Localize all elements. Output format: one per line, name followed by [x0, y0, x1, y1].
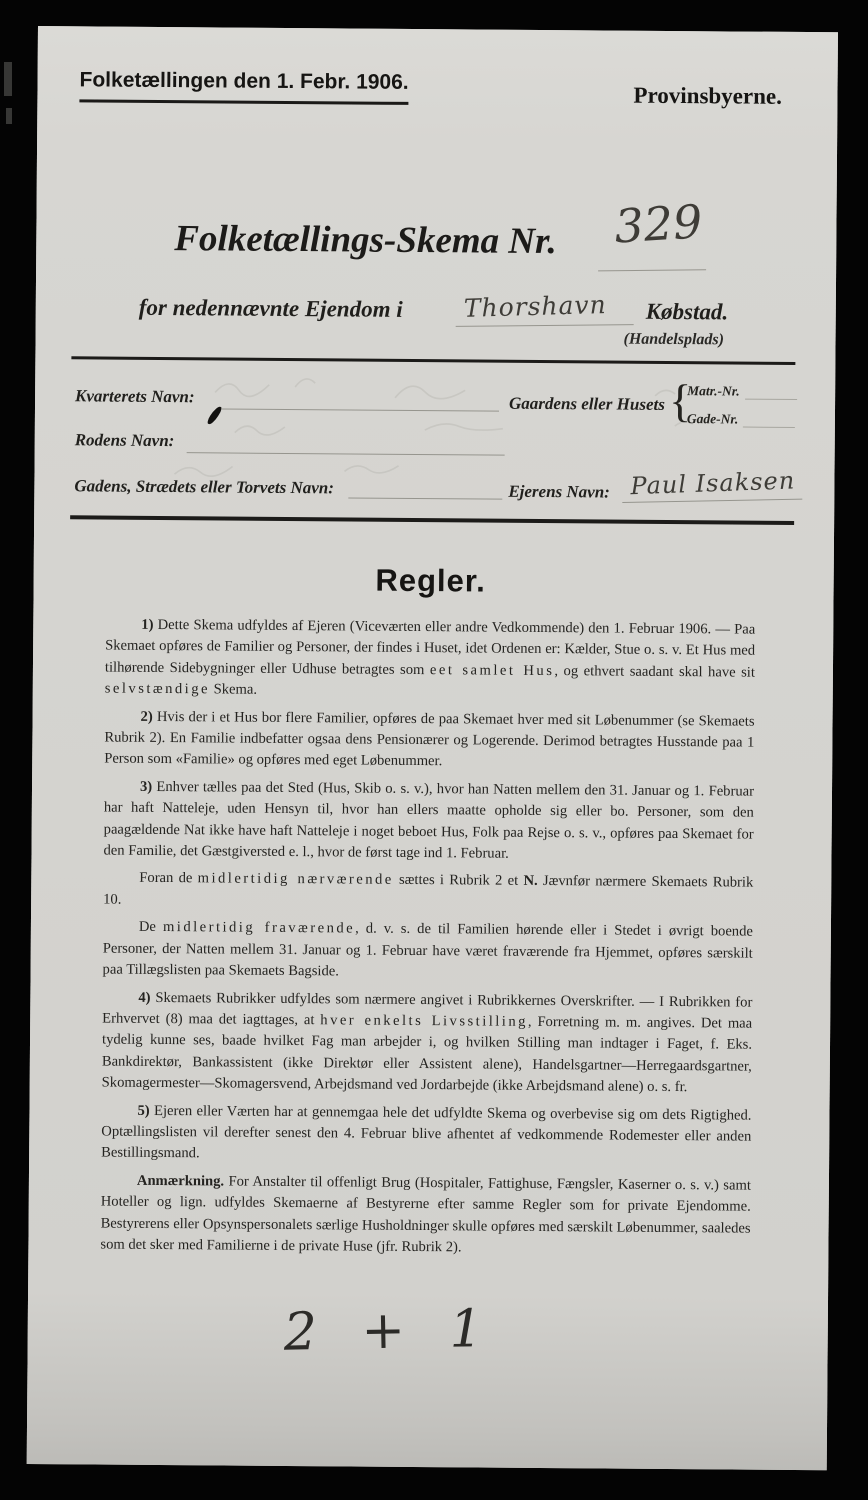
place-line: [456, 323, 634, 327]
rule-paragraph: De midlertidig fraværende, d. v. s. de til Familien hørende eller i Stedet i øvrigt boende Personer, der Natten mellem 31. Januar og 1. Februar have været fraværende fra Hjemmet, opføres særskilt paa Tillægslisten paa Skemaets Bagside.: [102, 919, 753, 980]
divider-bottom: [70, 515, 794, 525]
rule-paragraph: Foran de midlertidig nærværende sættes i Rubrik 2 et N. Jævnfør nærmere Skemaets Rubrik 10.: [103, 870, 754, 908]
rule-paragraph: Anmærkning. For Anstalter til offenligt Brug (Hospitaler, Fattighuse, Fængsler, Kaserner o. s. v.) samt Hoteller og lign. udfyldes Skemaerne af Bestyrerne efter samme Regler som for private Ejendomme. Bestyrerens eller Opsynspersonalets særlige Husholdninger skulle opføres med særskilt Løbenummer, saaledes som det sker med Familierne i de private Huse (jfr. Rubrik 2).: [100, 1172, 751, 1256]
census-date-heading: Folketællingen den 1. Febr. 1906.: [79, 68, 408, 105]
scan-artifact: [6, 108, 12, 124]
region-heading: Provinsbyerne.: [633, 82, 783, 109]
subtitle-prefix: for nedennævnte Ejendom i: [138, 294, 403, 322]
place-handwritten: Thorshavn: [463, 289, 608, 323]
rule-paragraph: 2) Hvis der i et Hus bor flere Familier, opføres de paa Skemaet hver med sit Løbenummer (se Skemaets Rubrik 2). En Familie indbefatter ogsaa dens Pensionærer og Logerende. Derimod betragtes Husstande paa 1 Person som «Familie» og opføres med eget Løbenummer.: [104, 708, 755, 770]
rule-paragraph: 5) Ejeren eller Værten har at gennemgaa hele det udfyldte Skema og overbevise sig om dets Rigtighed. Optællingslisten vil derefter senest den 4. Februar blive afhentet af vedkommende Rodemester eller anden Bestillingsmand.: [101, 1102, 752, 1162]
paper-sheet: [27, 26, 838, 1470]
matr-nr-label: Matr.-Nr.: [687, 383, 740, 399]
rule-paragraph: 3) Enhver tælles paa det Sted (Hus, Skib o. s. v.), hvor han Natten mellem den 31. Januar og 1. Februar har haft Natteleje, uden Hensyn til, hvor han ellers maatte opholde sig eller bo. Personer, som den paagældende Nat ikke have haft Natteleje i noget beboet Hus, Folk paa Rejse o. s. v., opføres paa Skemaet for den Familie, det Gæstgiversted e. l., hvor de først tage ind 1. Februar.: [103, 778, 755, 862]
scan-artifact: [4, 62, 12, 96]
rode-name-label: Rodens Navn:: [74, 430, 175, 451]
farm-or-house-label: Gaardens eller Husets: [508, 393, 665, 414]
owner-name-label: Ejerens Navn:: [508, 481, 610, 502]
form-title: Folketællings-Skema Nr.: [174, 218, 557, 263]
rules-paragraphs: [100, 615, 755, 1267]
rules-heading: Regler.: [375, 562, 486, 599]
gade-nr-label: Gade-Nr.: [686, 411, 739, 427]
quarter-name-label: Kvarterets Navn:: [75, 386, 195, 407]
rule-paragraph: 1) Dette Skema udfyldes af Ejeren (Viceværten eller andre Vedkommende) den 1. Februar 1906. — Paa Skemaet opføres de Familier og Personer, der findes i Huset, idet Ordenen er: Kælder, Stue o. s. v. Et Hus med tilhørende Sidebygninger eller Udhuse betragtes som eet samlet Hus, og ethvert saadant skal have sit selvstændige Skema.: [104, 616, 756, 698]
matr-nr-line: [745, 398, 797, 400]
street-name-label: Gadens, Strædets eller Torvets Navn:: [74, 476, 335, 498]
brace-glyph: {: [668, 374, 692, 427]
gade-nr-line: [743, 426, 795, 428]
tally-handwritten: 2 + 1: [283, 1298, 498, 1363]
subtitle-note: (Handelsplads): [623, 330, 725, 349]
form-number-line: [598, 268, 706, 271]
form-number-handwritten: 329: [612, 194, 704, 254]
subtitle-suffix: Købstad.: [645, 298, 729, 325]
rule-paragraph: 4) Skemaets Rubrikker udfyldes som nærmere angivet i Rubrikkernes Overskrifter. — I Rubrikken for Erhvervet (8) maa det iagttages, at hver enkelts Livsstilling, Forretning m. m. angives. Det maa tydelig kunne ses, baade hvilket Fag man arbejder i, og hvilken Stilling man indtager i Faget, f. Eks. Bankdirektør, Bankassistent (ikke Direktør eller Assistent alene), Handelsgartner—Herregaardsgartner, Skomagermester—Skomagersvend, Arbejdsmand ved Jordarbejde (ikke Arbejdsmand alene) o. s. fr.: [101, 989, 753, 1096]
owner-name-handwritten: Paul Isaksen: [629, 466, 796, 501]
